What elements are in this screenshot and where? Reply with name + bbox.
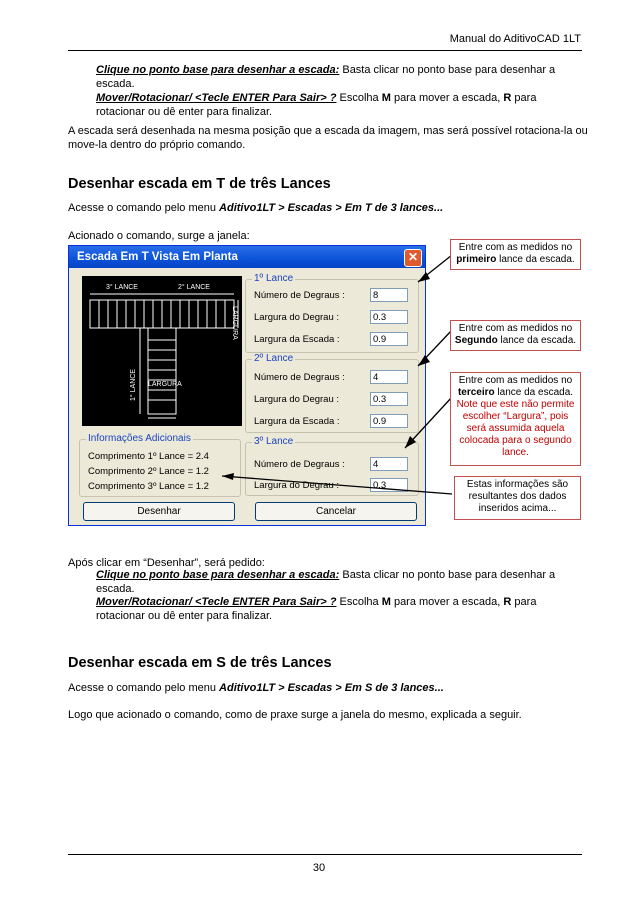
key-m: M bbox=[381, 596, 391, 608]
label-largura-escada: Largura da Escada : bbox=[254, 334, 340, 345]
menu-path: Aditivo1LT > Escadas > Em T de 3 lances... bbox=[219, 202, 444, 214]
label-largura-escada: Largura da Escada : bbox=[254, 416, 340, 427]
callout-emphasis: terceiro bbox=[457, 387, 495, 398]
instruction-base-point-2 bbox=[96, 568, 576, 596]
close-icon[interactable]: ✕ bbox=[404, 249, 422, 267]
label-lance2: 2° LANCE bbox=[178, 284, 210, 291]
page-header: Manual do AditivoCAD 1LT bbox=[449, 33, 581, 45]
menu-path: Aditivo1LT > Escadas > Em S de 3 lances... bbox=[219, 682, 444, 694]
label-largura-degrau: Largura do Degrau : bbox=[254, 394, 340, 405]
info-line-2: Comprimento 2º Lance = 1.2 bbox=[88, 466, 209, 477]
input-degraus-lance1[interactable]: 8 bbox=[370, 288, 408, 302]
group-title: 2º Lance bbox=[254, 353, 294, 364]
callout-text: Entre com as medidos no bbox=[458, 375, 573, 386]
input-largura-degrau-lance3[interactable]: 0.3 bbox=[370, 478, 408, 492]
label-largura-degrau: Largura do Degrau : bbox=[254, 480, 340, 491]
callout-text: lance da escada. bbox=[497, 335, 577, 346]
label-degraus: Número de Degraus : bbox=[254, 459, 345, 470]
label-largura: LARGURA bbox=[148, 381, 182, 388]
label-lance3: 3° LANCE bbox=[106, 284, 138, 291]
instruction-text: para mover a escada, bbox=[390, 596, 504, 608]
command-text: Clique no ponto base para desenhar a escada: bbox=[96, 569, 340, 581]
instruction-text: Basta clicar no ponto base para desenhar a escada. bbox=[96, 64, 556, 90]
callout-lance2 bbox=[450, 320, 581, 351]
cancel-button[interactable]: Cancelar bbox=[255, 502, 417, 521]
group-title: Informações Adicionais bbox=[88, 433, 191, 444]
instruction-move-rotate-2 bbox=[96, 595, 576, 623]
callout-text: Entre com as medidos no bbox=[458, 323, 573, 334]
command-text: Mover/Rotacionar/ <Tecle ENTER Para Sair> ? bbox=[96, 596, 337, 608]
instruction-text: Basta clicar no ponto base para desenhar a escada. bbox=[96, 569, 556, 595]
input-largura-degrau-lance1[interactable]: 0.3 bbox=[370, 310, 408, 324]
callout-text: Entre com as medidos no bbox=[458, 242, 573, 253]
label-degraus: Número de Degraus : bbox=[254, 290, 345, 301]
dialog-intro: Acionado o comando, surge a janela: bbox=[68, 230, 250, 242]
input-largura-degrau-lance2[interactable]: 0.3 bbox=[370, 392, 408, 406]
command-text: Clique no ponto base para desenhar a escada: bbox=[96, 64, 340, 76]
page-number: 30 bbox=[312, 862, 326, 874]
input-largura-escada-lance1[interactable]: 0.9 bbox=[370, 332, 408, 346]
key-r: R bbox=[503, 596, 512, 608]
input-degraus-lance2[interactable]: 4 bbox=[370, 370, 408, 384]
draw-button[interactable]: Desenhar bbox=[83, 502, 235, 521]
section-s-intro: Logo que acionado o comando, como de praxe surge a janela do mesmo, explicada a seguir. bbox=[68, 709, 522, 721]
group-title: 3º Lance bbox=[254, 436, 294, 447]
input-degraus-lance3[interactable]: 4 bbox=[370, 457, 408, 471]
instruction-text: para rotacionar ou dê enter para finalizar. bbox=[96, 596, 537, 622]
after-dialog-intro: Após clicar em “Desenhar”, será pedido: bbox=[68, 557, 265, 569]
label-largura-degrau: Largura do Degrau : bbox=[254, 312, 340, 323]
command-text: Mover/Rotacionar/ <Tecle ENTER Para Sair> ? bbox=[96, 92, 337, 104]
callout-info: Estas informações são resultantes dos dados inseridos acima... bbox=[454, 476, 581, 520]
info-line-1: Comprimento 1º Lance = 2.4 bbox=[88, 451, 209, 462]
intro-paragraph: A escada será desenhada na mesma posição que a escada da imagem, mas será possível rotaciona-la ou move-la dentro do próprio comando. bbox=[68, 125, 588, 151]
input-largura-escada-lance2[interactable]: 0.9 bbox=[370, 414, 408, 428]
label-degraus: Número de Degraus : bbox=[254, 372, 345, 383]
instruction-text: Escolha bbox=[336, 92, 382, 104]
label-largura-side: LARGURA bbox=[231, 306, 238, 340]
key-m: M bbox=[381, 92, 391, 104]
footer-rule bbox=[68, 854, 582, 855]
dialog-title: Escada Em T Vista Em Planta bbox=[77, 251, 238, 263]
info-line-3: Comprimento 3º Lance = 1.2 bbox=[88, 481, 209, 492]
callout-lance3 bbox=[450, 372, 581, 466]
callout-emphasis: Segundo bbox=[454, 335, 498, 346]
callout-note: Note que este não permite escolher “Largura”, pois será assumida aquela colocada para o segundo lance. bbox=[456, 399, 575, 458]
instruction-text: Escolha bbox=[336, 596, 382, 608]
key-r: R bbox=[503, 92, 512, 104]
callout-lance1 bbox=[450, 239, 581, 270]
callout-text: lance da escada. bbox=[494, 387, 574, 398]
callout-text: lance da escada. bbox=[496, 254, 575, 265]
section-heading-t: Desenhar escada em T de três Lances bbox=[68, 176, 331, 192]
callout-emphasis: primeiro bbox=[456, 254, 497, 265]
label-lance1: 1° LANCE bbox=[130, 369, 137, 401]
menu-path-s bbox=[68, 681, 588, 695]
menu-prefix: Acesse o comando pelo menu bbox=[68, 682, 220, 694]
instruction-text: para rotacionar ou dê enter para finalizar. bbox=[96, 92, 537, 118]
group-title: 1º Lance bbox=[254, 273, 294, 284]
menu-prefix: Acesse o comando pelo menu bbox=[68, 202, 220, 214]
instruction-text: para mover a escada, bbox=[390, 92, 504, 104]
section-heading-s: Desenhar escada em S de três Lances bbox=[68, 655, 332, 671]
